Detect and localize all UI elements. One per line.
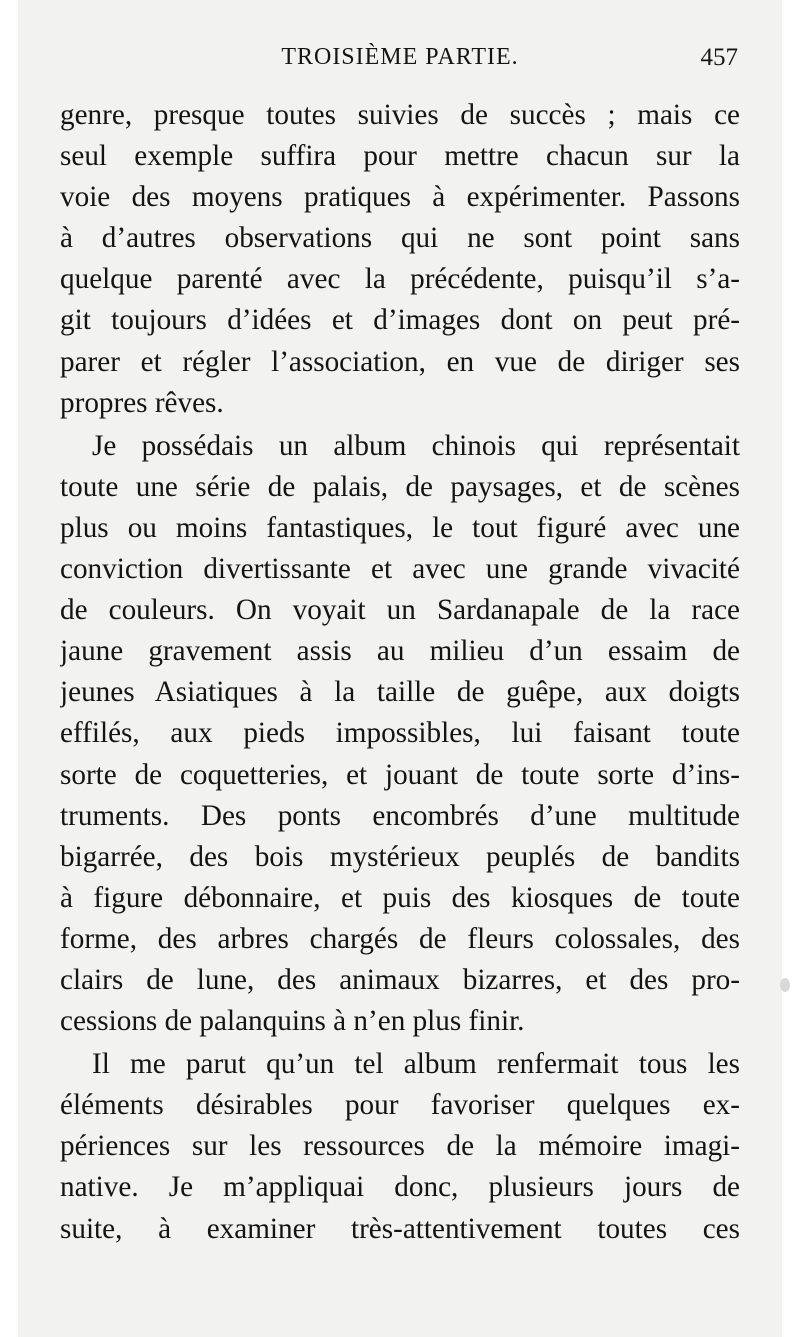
text-line: à d’autres observations qui ne sont point sans [60,222,740,255]
text-line: éléments désirables pour favoriser quelques ex- [60,1089,740,1122]
text-line: à figure débonnaire, et puis des kiosques de toute [60,881,740,914]
text-line: Il me parut qu’un tel album renfermait tous les [92,1048,740,1081]
text-line: git toujours d’idées et d’images dont on peut pré- [60,304,740,337]
text-line: genre, presque toutes suivies de succès ; mais ce [60,99,740,131]
body-text [60,95,740,1250]
text-line: cessions de palanquins à n’en plus finir. [60,1005,525,1038]
text-line: sorte de coquetteries, et jouant de toute sorte d’ins- [60,758,740,791]
text-line: jeunes Asiatiques à la taille de guêpe, aux doigts [60,676,740,709]
text-line: parer et régler l’association, en vue de diriger ses [60,345,740,378]
text-line: plus ou moins fantastiques, le tout figuré avec une [60,511,740,544]
text-line: Je possédais un album chinois qui représentait [92,429,740,462]
text-line: seul exemple suffira pour mettre chacun sur la [60,140,740,173]
text-line: bigarrée, des bois mystérieux peuplés de bandits [60,840,740,873]
paper-speck [780,978,790,992]
text-line: suite, à examiner très-attentivement toutes ces [60,1212,740,1245]
text-line: jaune gravement assis au milieu d’un essaim de [60,635,740,668]
text-line: périences sur les ressources de la mémoire imagi- [60,1130,740,1163]
text-line: truments. Des ponts encombrés d’une multitude [60,799,740,832]
text-line: voie des moyens pratiques à expérimenter. Passons [60,181,740,214]
text-line: native. Je m’appliquai donc, plusieurs jours de [60,1171,740,1204]
text-line: forme, des arbres chargés de fleurs colossales, des [60,922,740,955]
text-line: conviction divertissante et avec une grande vivacité [60,553,740,586]
text-line: quelque parenté avec la précédente, puisqu’il s’a- [60,263,740,296]
text-line: toute une série de palais, de paysages, et de scènes [60,470,740,503]
text-line: effilés, aux pieds impossibles, lui faisant toute [60,717,740,750]
text-line: clairs de lune, des animaux bizarres, et des pro- [60,963,740,996]
page-header [60,44,740,84]
running-head: TROISIÈME PARTIE. [281,44,519,70]
page-number: 457 [700,44,738,71]
text-line: propres rêves. [60,386,224,419]
text-line: de couleurs. On voyait un Sardanapale de la race [60,594,740,627]
